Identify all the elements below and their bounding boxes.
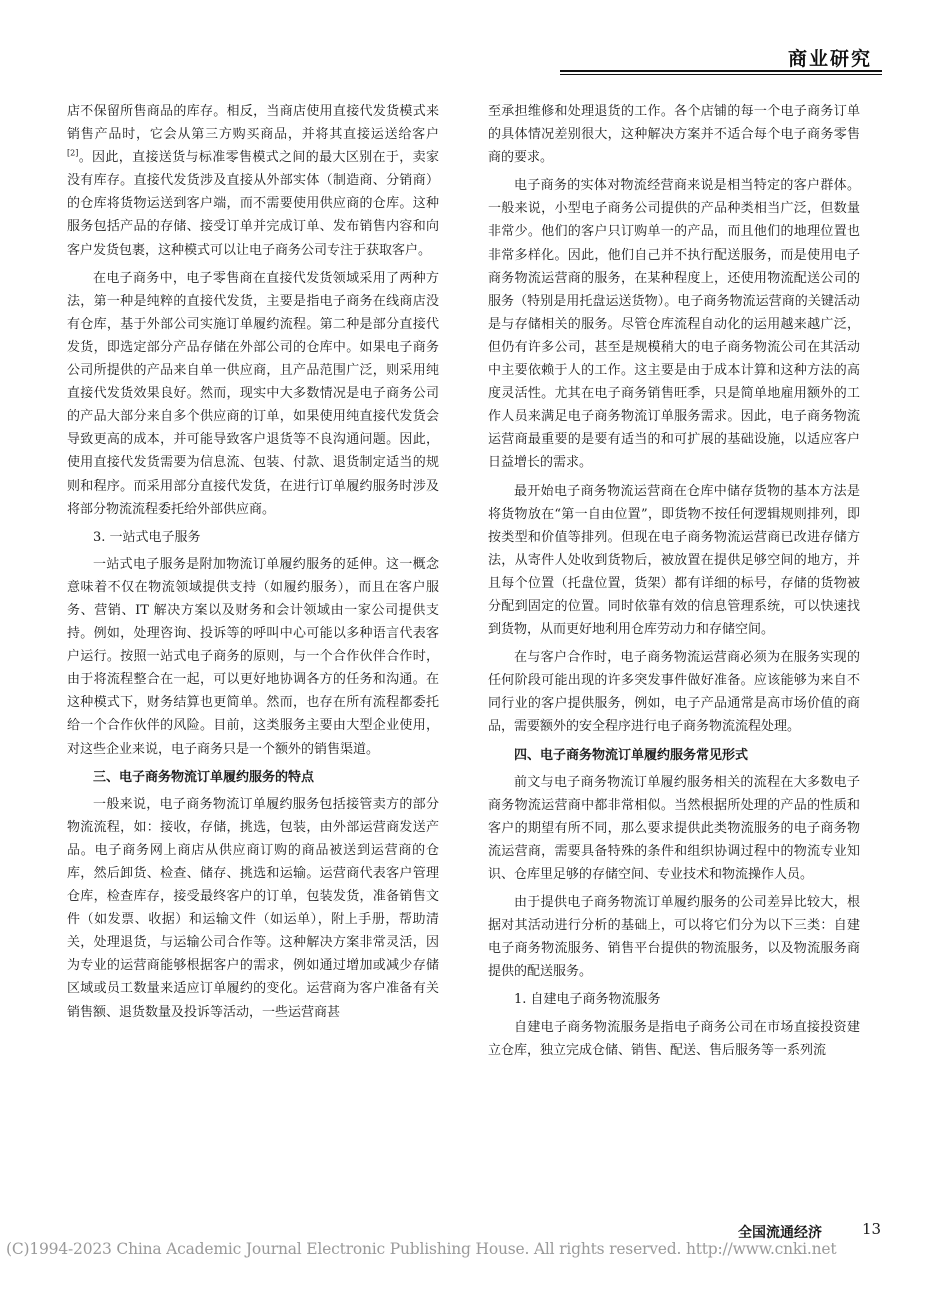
page-number: 13 bbox=[862, 1220, 882, 1238]
header-rule-thin bbox=[560, 74, 882, 75]
subsection-heading: 1. 自建电子商务物流服务 bbox=[514, 992, 661, 1008]
paragraph-text: 。因此，直接送货与标准零售模式之间的最大区别在于，卖家没有库存。直接代发货涉及直接从外部实体（制造商、分销商）的仓库将货物运送到客户端，而不需要使用供应商的仓库。这种服务包括产品的存储、接受订单并完成订单、发布销售内容和向客户发货包裹，这种模式可以让电子商务公司专注于获取客户。 bbox=[67, 150, 439, 258]
paragraph: 在与客户合作时，电子商务物流运营商必须为在服务实现的任何阶段可能出现的许多突发事件做好准备。应该能够为来自不同行业的客户提供服务，例如，电子产品通常是高市场价值的商品，需要额外的安全程序进行电子商务物流流程处理。 bbox=[488, 650, 860, 735]
paragraph: 至承担维修和处理退货的工作。各个店铺的每一个电子商务订单的具体情况差别很大，这种解决方案并不适合每个电子商务零售商的要求。 bbox=[488, 104, 860, 166]
header-rule-thick bbox=[560, 70, 882, 72]
subsection-heading: 3. 一站式电子服务 bbox=[93, 529, 201, 545]
left-column bbox=[67, 100, 439, 1029]
paragraph-text: 店不保留所售商品的库存。相反，当商店使用直接代发货模式来销售产品时，它会从第三方购买商品，并将其直接运送给客户 bbox=[67, 104, 439, 143]
section-heading: 三、电子商务物流订单履约服务的特点 bbox=[93, 769, 315, 785]
footer-journal-name: 全国流通经济 bbox=[738, 1225, 822, 1241]
paragraph: 自建电子商务物流服务是指电子商务公司在市场直接投资建立仓库，独立完成仓储、销售、配送、售后服务等一系列流 bbox=[488, 1019, 860, 1058]
paragraph: 由于提供电子商务物流订单履约服务的公司差异比较大，根据对其活动进行分析的基础上，可以将它们分为以下三类：自建电子商务物流服务、销售平台提供的物流服务，以及物流服务商提供的配送服务。 bbox=[488, 895, 860, 980]
paragraph: 在电子商务中，电子零售商在直接代发货领域采用了两种方法，第一种是纯粹的直接代发货，主要是指电子商务在线商店没有仓库，基于外部公司实施订单履约流程。第二种是部分直接代发货，即选定部分产品存储在外部公司的仓库中。如果电子商务公司所提供的产品来自单一供应商，且产品范围广泛，则采用纯直接代发货效果良好。然而，现实中大多数情况是电子商务公司的产品大部分来自多个供应商的订单，如果使用纯直接代发货会导致更高的成本，并可能导致客户退货等不良沟通问题。因此，使用直接代发货需要为信息流、包装、付款、退货制定适当的规则和程序。而采用部分直接代发货，在进行订单履约服务时涉及将部分物流流程委托给外部供应商。 bbox=[67, 270, 439, 517]
paragraph bbox=[67, 100, 439, 262]
right-column bbox=[488, 100, 860, 1067]
copyright-notice: (C)1994-2023 China Academic Journal Electronic Publishing House. All rights reserved. http://www.cnki.net bbox=[6, 1240, 837, 1258]
running-header-title: 商业研究 bbox=[787, 48, 872, 70]
paragraph: 电子商务的实体对物流经营商来说是相当特定的客户群体。一般来说，小型电子商务公司提供的产品种类相当广泛，但数量非常少。他们的客户只订购单一的产品，而且他们的地理位置也非常多样化。因此，他们自己并不执行配送服务，而是使用电子商务物流运营商的服务，在某种程度上，还使用物流配送公司的服务（特别是用托盘运送货物）。电子商务物流运营商的关键活动是与存储相关的服务。尽管仓库流程自动化的运用越来越广泛，但仍有许多公司，甚至是规模稍大的电子商务物流公司在其活动中主要依赖于人的工作。这主要是由于成本计算和这种方法的高度灵活性。尤其在电子商务销售旺季，只是简单地雇用额外的工作人员来满足电子商务物流订单服务需求。因此，电子商务物流运营商最重要的是要有适当的和可扩展的基础设施，以适应客户日益增长的需求。 bbox=[488, 178, 860, 471]
paragraph: 前文与电子商务物流订单履约服务相关的流程在大多数电子商务物流运营商中都非常相似。当然根据所处理的产品的性质和客户的期望有所不同，那么要求提供此类物流服务的电子商务物流运营商，需要具备特殊的条件和组织协调过程中的物流专业知识、仓库里足够的存储空间、专业技术和物流操作人员。 bbox=[488, 774, 860, 882]
section-heading: 四、电子商务物流订单履约服务常见形式 bbox=[514, 747, 749, 763]
paragraph: 一站式电子服务是附加物流订单履约服务的延伸。这一概念意味着不仅在物流领域提供支持（如履约服务），而且在客户服务、营销、IT 解决方案以及财务和会计领域由一家公司提供支持。例如，处理咨询、投诉等的呼叫中心可能以多种语言代表客户运行。按照一站式电子商务的原则，与一个合作伙伴合作时，由于将流程整合在一起，可以更好地协调各方的任务和沟通。在这种模式下，财务结算也更简单。然而，也存在所有流程都委托给一个合作伙伴的风险。目前，这类服务主要由大型企业使用，对这些企业来说，电子商务只是一个额外的销售渠道。 bbox=[67, 556, 439, 757]
paragraph: 最开始电子商务物流运营商在仓库中储存货物的基本方法是将货物放在“第一自由位置”，即货物不按任何逻辑规则排列，即按类型和价值等排列。但现在电子商务物流运营商已改进存储方法，从寄件人处收到货物后，被放置在提供足够空间的地方，并且每个位置（托盘位置，货架）都有详细的标号，存储的货物被分配到固定的位置。同时依靠有效的信息管理系统，可以快速找到货物，从而更好地利用仓库劳动力和存储空间。 bbox=[488, 483, 860, 638]
citation-ref: [2] bbox=[67, 148, 79, 158]
paragraph: 一般来说，电子商务物流订单履约服务包括接管卖方的部分物流流程，如：接收，存储，挑选，包装，由外部运营商发送产品。电子商务网上商店从供应商订购的商品被送到运营商的仓库，然后卸货、检查、储存、挑选和运输。运营商代表客户管理仓库，检查库存，接受最终客户的订单，包装发货，准备销售文件（如发票、收据）和运输文件（如运单），附上手册，帮助清关，处理退货，与运输公司合作等。这种解决方案非常灵活，因为专业的运营商能够根据客户的需求，例如通过增加或减少存储区域或员工数量来适应订单履约的变化。运营商为客户准备有关销售额、退货数量及投诉等活动，一些运营商甚 bbox=[67, 796, 439, 1020]
